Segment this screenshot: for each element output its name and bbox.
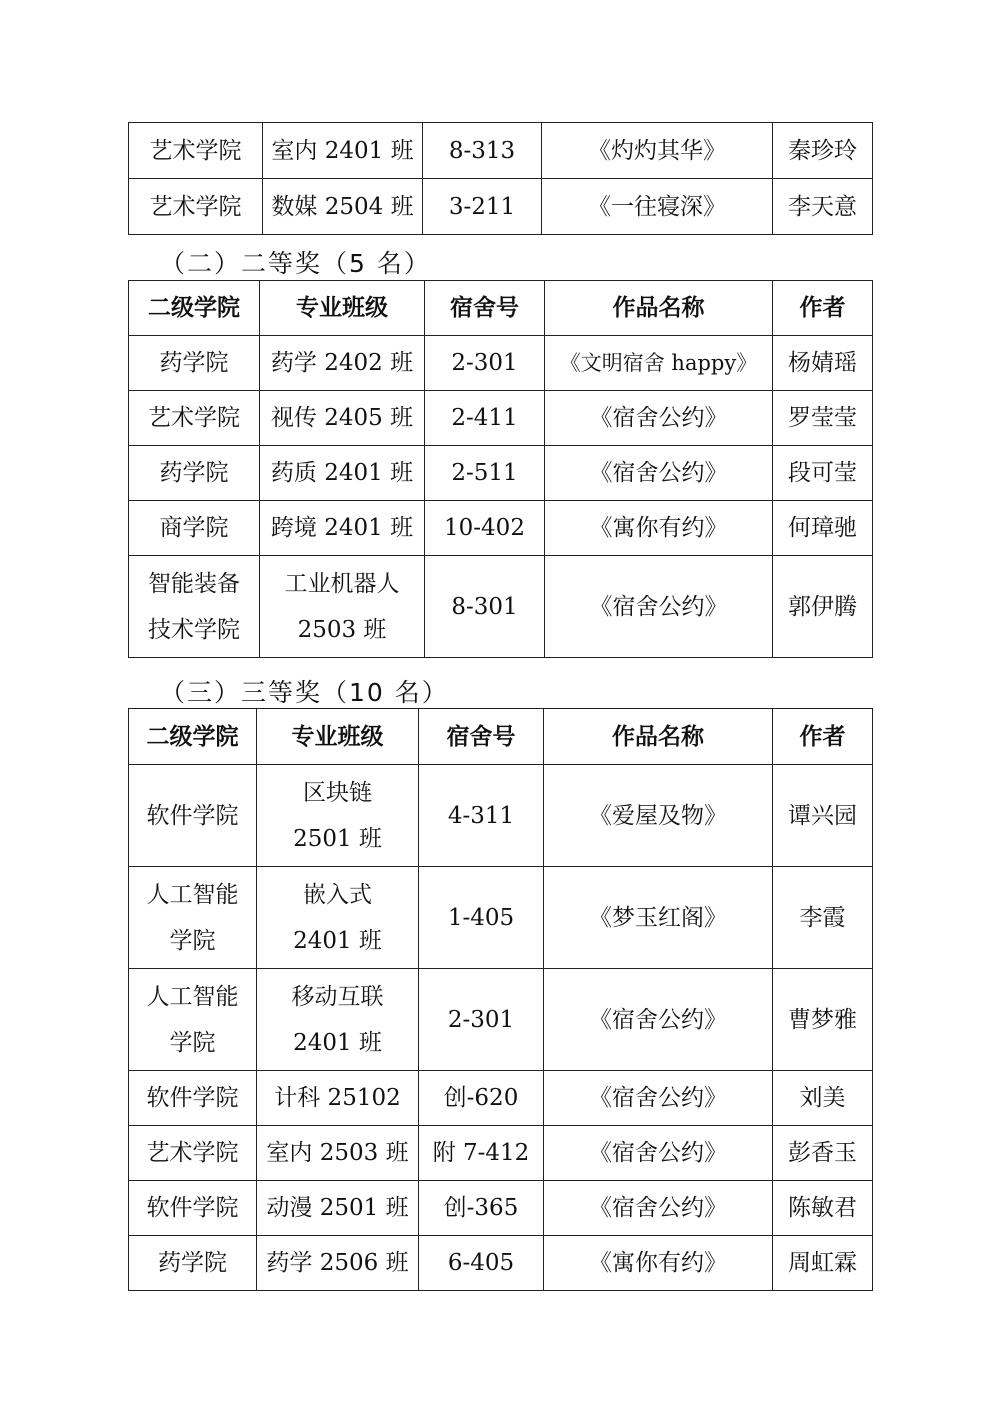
class-line: 2501 班: [293, 825, 382, 852]
author-cell: 罗莹莹: [773, 391, 873, 446]
college-line: 人工智能: [146, 881, 239, 908]
class-cell: [260, 556, 425, 658]
author-cell: 周虹霖: [773, 1236, 873, 1291]
college-cell: 艺术学院: [129, 179, 263, 235]
dorm-cell: 2-511: [425, 446, 545, 501]
table-row: [129, 446, 873, 501]
work-cell: 《宿舍公约》: [544, 1181, 773, 1236]
dorm-cell: 10-402: [425, 501, 545, 556]
table-header-row: [129, 709, 873, 765]
class-cell: 视传 2405 班: [260, 391, 425, 446]
class-cell: 室内 2503 班: [257, 1126, 419, 1181]
college-cell: 软件学院: [129, 765, 257, 867]
work-cell: 《宿舍公约》: [544, 1071, 773, 1126]
table-row: [129, 391, 873, 446]
author-cell: 谭兴园: [773, 765, 873, 867]
work-cell: 《梦玉红阁》: [544, 867, 773, 969]
class-cell: 药学 2506 班: [257, 1236, 419, 1291]
class-line: 2503 班: [297, 616, 387, 643]
class-cell: [257, 867, 419, 969]
header-dorm: 宿舍号: [419, 709, 544, 765]
class-cell: [257, 765, 419, 867]
college-cell: [129, 556, 260, 658]
college-cell: 艺术学院: [129, 1126, 257, 1181]
dorm-cell: 2-411: [425, 391, 545, 446]
author-cell: 杨婧瑶: [773, 336, 873, 391]
college-cell: 软件学院: [129, 1071, 257, 1126]
second-prize-table: [128, 280, 873, 658]
dorm-cell: 1-405: [419, 867, 544, 969]
header-college: 二级学院: [129, 709, 257, 765]
class-cell: 数媒 2504 班: [263, 179, 423, 235]
college-cell: 药学院: [129, 446, 260, 501]
college-line: 智能装备: [148, 570, 240, 597]
header-class: 专业班级: [257, 709, 419, 765]
dorm-cell: 创-620: [419, 1071, 544, 1126]
author-cell: 刘美: [773, 1071, 873, 1126]
header-dorm: 宿舍号: [425, 281, 545, 336]
dorm-cell: 2-301: [425, 336, 545, 391]
work-cell: 《一往寝深》: [542, 179, 773, 235]
dorm-cell: 附 7-412: [419, 1126, 544, 1181]
third-prize-table: [128, 708, 873, 1291]
college-cell: 药学院: [129, 1236, 257, 1291]
author-cell: 彭香玉: [773, 1126, 873, 1181]
author-cell: 秦珍玲: [773, 123, 873, 179]
work-cell: 《文明宿舍 happy》: [545, 336, 773, 391]
table-row: [129, 336, 873, 391]
class-line: 2401 班: [293, 1029, 382, 1056]
table-row: [129, 556, 873, 658]
work-cell: 《爱屋及物》: [544, 765, 773, 867]
class-cell: 室内 2401 班: [263, 123, 423, 179]
author-cell: 陈敏君: [773, 1181, 873, 1236]
dorm-cell: 8-313: [423, 123, 542, 179]
work-cell: 《宿舍公约》: [545, 556, 773, 658]
dorm-cell: 8-301: [425, 556, 545, 658]
table-header-row: [129, 281, 873, 336]
first-prize-table-continued: [128, 122, 873, 235]
header-work: 作品名称: [544, 709, 773, 765]
author-cell: 郭伊腾: [773, 556, 873, 658]
class-line: 区块链: [303, 779, 372, 806]
table-row: [129, 969, 873, 1071]
table-row: [129, 1181, 873, 1236]
table-row: [129, 1071, 873, 1126]
work-cell: 《宿舍公约》: [545, 446, 773, 501]
class-line: 移动互联: [291, 983, 384, 1010]
dorm-cell: 4-311: [419, 765, 544, 867]
class-cell: 动漫 2501 班: [257, 1181, 419, 1236]
table-row: [129, 765, 873, 867]
author-cell: 李天意: [773, 179, 873, 235]
table-row: [129, 123, 873, 179]
second-prize-heading: （二）二等奖（5 名）: [160, 249, 431, 278]
college-cell: 药学院: [129, 336, 260, 391]
work-cell: 《宿舍公约》: [545, 391, 773, 446]
college-cell: 艺术学院: [129, 391, 260, 446]
college-line: 学院: [169, 1029, 216, 1056]
dorm-cell: 6-405: [419, 1236, 544, 1291]
table-row: [129, 1236, 873, 1291]
author-cell: 李霞: [773, 867, 873, 969]
college-cell: [129, 969, 257, 1071]
class-cell: 药学 2402 班: [260, 336, 425, 391]
author-cell: 何璋驰: [773, 501, 873, 556]
work-cell: 《寓你有约》: [544, 1236, 773, 1291]
header-class: 专业班级: [260, 281, 425, 336]
class-line: 工业机器人: [284, 570, 400, 597]
table-row: [129, 501, 873, 556]
class-line: 2401 班: [293, 927, 382, 954]
table-row: [129, 867, 873, 969]
third-prize-heading: （三）三等奖（10 名）: [160, 678, 449, 707]
header-work: 作品名称: [545, 281, 773, 336]
college-line: 学院: [169, 927, 216, 954]
college-line: 技术学院: [148, 616, 240, 643]
work-cell: 《寓你有约》: [545, 501, 773, 556]
header-author: 作者: [773, 709, 873, 765]
author-cell: 曹梦雅: [773, 969, 873, 1071]
class-cell: [257, 969, 419, 1071]
college-cell: 软件学院: [129, 1181, 257, 1236]
class-line: 嵌入式: [303, 881, 372, 908]
college-cell: 商学院: [129, 501, 260, 556]
work-cell: 《灼灼其华》: [542, 123, 773, 179]
college-cell: 艺术学院: [129, 123, 263, 179]
dorm-cell: 3-211: [423, 179, 542, 235]
work-cell: 《宿舍公约》: [544, 1126, 773, 1181]
college-cell: [129, 867, 257, 969]
table-row: [129, 179, 873, 235]
class-cell: 跨境 2401 班: [260, 501, 425, 556]
header-author: 作者: [773, 281, 873, 336]
dorm-cell: 2-301: [419, 969, 544, 1071]
table-row: [129, 1126, 873, 1181]
class-cell: 药质 2401 班: [260, 446, 425, 501]
author-cell: 段可莹: [773, 446, 873, 501]
class-cell: 计科 25102: [257, 1071, 419, 1126]
college-line: 人工智能: [146, 983, 239, 1010]
work-cell: 《宿舍公约》: [544, 969, 773, 1071]
dorm-cell: 创-365: [419, 1181, 544, 1236]
header-college: 二级学院: [129, 281, 260, 336]
